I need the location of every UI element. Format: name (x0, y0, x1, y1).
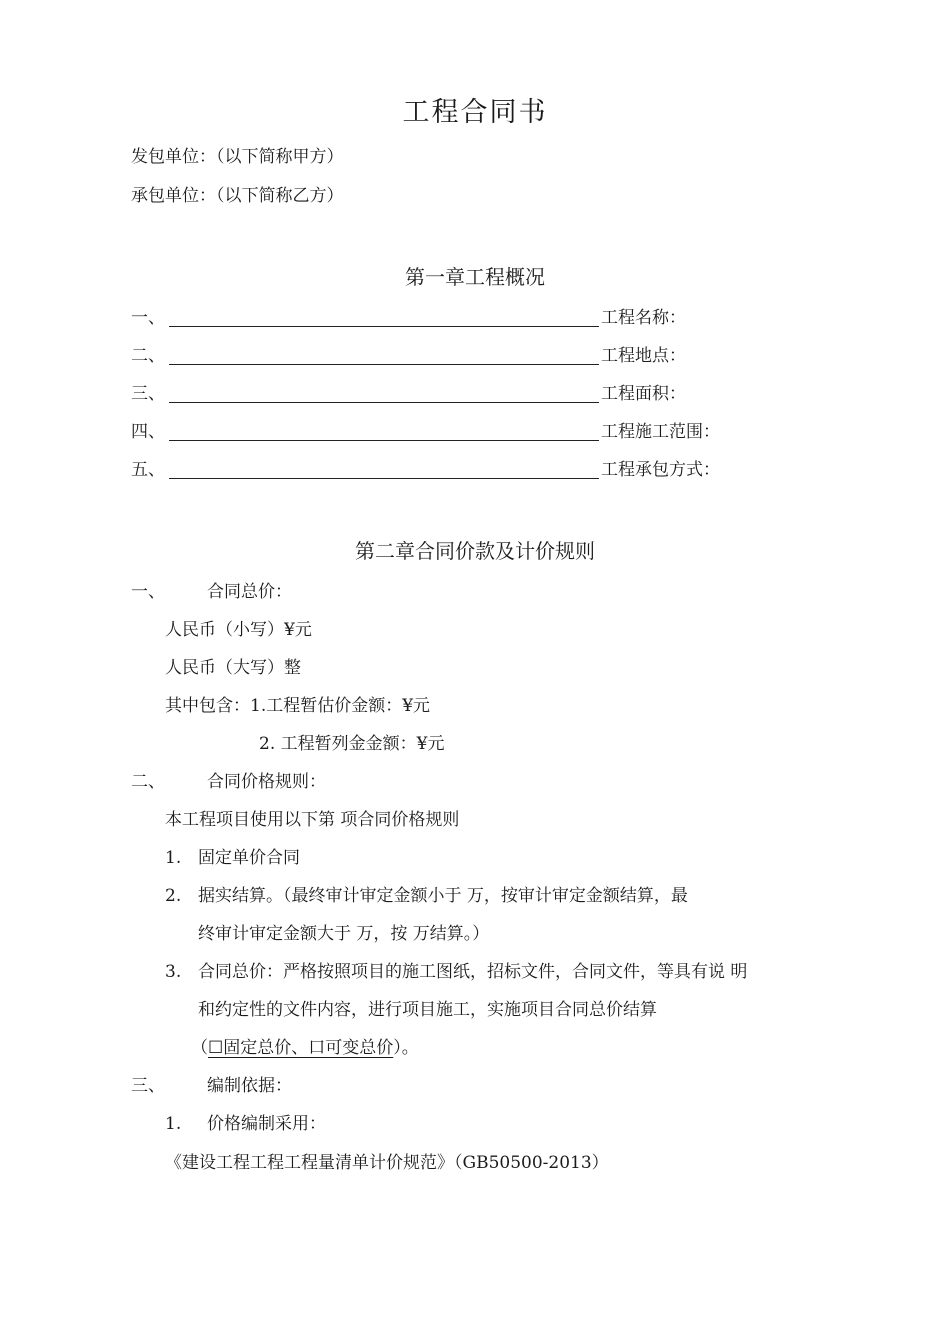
rule-text: 合同总价：严格按照项目的施工图纸，招标文件，合同文件，等具有说 明 (198, 962, 748, 982)
rmb-lower: 人民币（小写）¥元 (165, 620, 312, 640)
item-number: 二、 (131, 346, 165, 366)
rule-number: 3. (165, 962, 182, 982)
basis-number: 1. (165, 1114, 182, 1134)
rule-text-continued: 和约定性的文件内容，进行项目施工，实施项目合同总价结算 (198, 1000, 657, 1020)
item-label: 工程地点： (601, 346, 686, 366)
section-title: 合同总价： (207, 582, 292, 602)
chapter-1-title: 第一章工程概况 (405, 265, 545, 289)
item-label: 工程名称： (601, 308, 686, 328)
rule-number: 2. (165, 886, 182, 906)
include-line-2: 2. 工程暂列金金额：¥元 (259, 734, 445, 754)
overview-item (131, 348, 686, 365)
rule-text: 固定单价合同 (198, 848, 300, 868)
open-paren: （ (191, 1038, 208, 1058)
item-label: 工程施工范围： (601, 422, 720, 442)
blank-field[interactable] (169, 386, 599, 403)
price-type-checkboxes[interactable]: ☐固定总价、口可变总价 (208, 1038, 394, 1058)
item-number: 一、 (131, 308, 165, 328)
overview-item (131, 424, 720, 441)
section-number: 三、 (131, 1076, 165, 1096)
section-title: 编制依据： (207, 1076, 292, 1096)
section-title: 合同价格规则： (207, 772, 326, 792)
blank-field[interactable] (169, 348, 599, 365)
party-b-line: 承包单位：（以下简称乙方） (131, 186, 344, 206)
basis-reference: 《建设工程工程工程量清单计价规范》（GB50500-2013） (165, 1153, 609, 1173)
blank-field[interactable] (169, 462, 599, 479)
party-a-line: 发包单位：（以下简称甲方） (131, 147, 344, 167)
rmb-upper: 人民币（大写）整 (165, 658, 301, 678)
overview-item (131, 310, 686, 327)
rule-intro: 本工程项目使用以下第 项合同价格规则 (165, 810, 460, 830)
section-number: 一、 (131, 582, 165, 602)
basis-text: 价格编制采用： (207, 1114, 326, 1134)
item-number: 五、 (131, 460, 165, 480)
price-type-options (191, 1040, 419, 1057)
section-number: 二、 (131, 772, 165, 792)
include-line: 其中包含：1.工程暂估价金额：¥元 (165, 696, 431, 716)
overview-item (131, 462, 720, 479)
document-title: 工程合同书 (402, 97, 548, 128)
rule-number: 1. (165, 848, 182, 868)
rule-text-continued: 终审计审定金额大于 万，按 万结算。） (198, 924, 490, 944)
blank-field[interactable] (169, 424, 599, 441)
rule-text: 据实结算。（最终审计审定金额小于 万，按审计审定金额结算，最 (198, 886, 688, 906)
item-number: 三、 (131, 384, 165, 404)
item-label: 工程承包方式： (601, 460, 720, 480)
item-label: 工程面积： (601, 384, 686, 404)
chapter-2-title: 第二章合同价款及计价规则 (355, 539, 595, 563)
overview-item (131, 386, 686, 403)
item-number: 四、 (131, 422, 165, 442)
blank-field[interactable] (169, 310, 599, 327)
close-paren: ）。 (393, 1038, 419, 1058)
